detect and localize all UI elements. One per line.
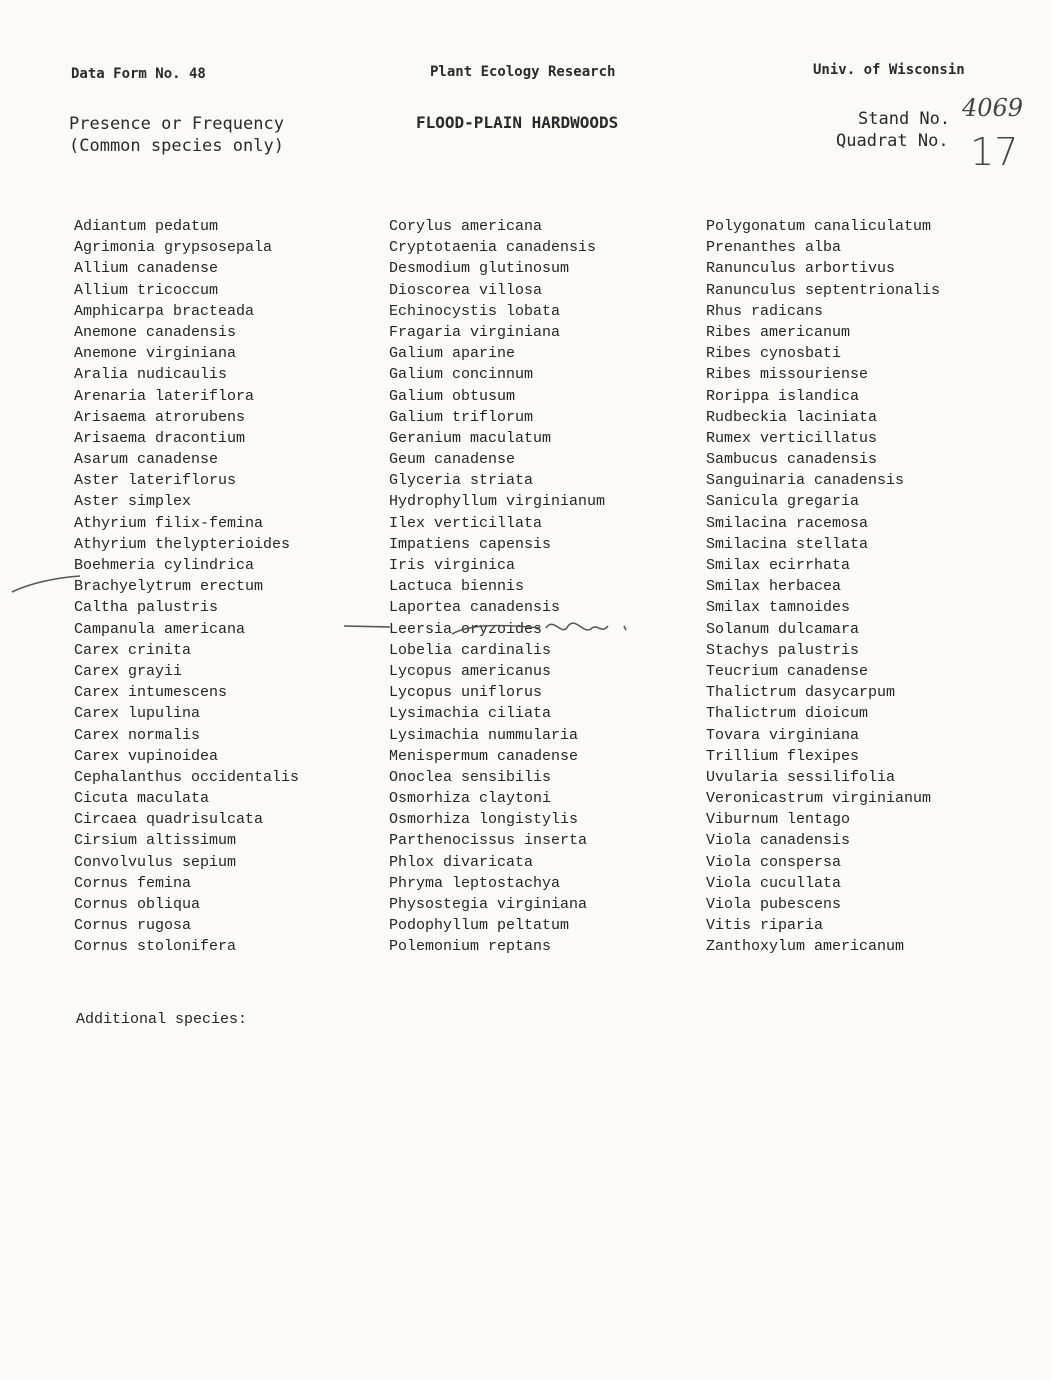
species-item: Hydrophyllum virginianum	[389, 493, 606, 511]
species-item: Ranunculus septentrionalis	[706, 281, 941, 299]
species-item: Arisaema atrorubens	[74, 408, 246, 426]
species-item: Geranium maculatum	[389, 429, 552, 447]
species-item: Zanthoxylum americanum	[706, 938, 905, 956]
species-item: Menispermum canadense	[389, 747, 579, 765]
species-item: Ribes missouriense	[706, 366, 869, 384]
species-item: Ribes cynosbati	[706, 345, 842, 363]
species-item: Geum canadense	[389, 451, 516, 469]
species-item: Smilax tamnoides	[706, 599, 851, 617]
quadrat-number-label: Quadrat No.	[836, 131, 949, 151]
species-item: Cornus stolonifera	[74, 938, 237, 956]
species-item: Carex crinita	[74, 641, 192, 659]
species-item: Viola cucullata	[706, 874, 842, 892]
species-item: Desmodium glutinosum	[389, 260, 570, 278]
species-item: Teucrium canadense	[706, 662, 869, 680]
species-item: Aralia nudicaulis	[74, 366, 228, 384]
presence-label-line2: (Common species only)	[69, 136, 284, 156]
species-item: Polemonium reptans	[389, 938, 552, 956]
species-item: Smilacina racemosa	[706, 514, 869, 532]
species-item: Anemone canadensis	[74, 323, 237, 341]
stand-number-value: 4069	[962, 94, 1024, 122]
species-item: Galium concinnum	[389, 366, 534, 384]
species-item: Lysimachia ciliata	[389, 705, 552, 723]
species-item: Smilax herbacea	[706, 578, 842, 596]
species-item: Cryptotaenia canadensis	[389, 239, 597, 257]
species-item: Polygonatum canaliculatum	[706, 218, 932, 235]
species-item: Athyrium thelypterioides	[74, 535, 291, 553]
species-item: Galium aparine	[389, 345, 516, 363]
species-item: Convolvulus sepium	[74, 853, 237, 871]
species-item: Ranunculus arbortivus	[706, 260, 896, 278]
species-item: Anemone virginiana	[74, 345, 237, 363]
species-item: Viola conspersa	[706, 853, 842, 871]
species-item: Glyceria striata	[389, 472, 534, 490]
species-item: Leersia oryzoides	[389, 620, 543, 638]
species-item: Campanula americana	[74, 620, 246, 638]
species-item: Stachys palustris	[706, 641, 860, 659]
species-item: Rhus radicans	[706, 302, 824, 320]
species-item: Lysimachia nummularia	[389, 726, 579, 744]
species-item: Impatiens capensis	[389, 535, 552, 553]
species-column-3	[706, 216, 940, 958]
additional-species-label: Additional species:	[76, 1011, 248, 1028]
species-item: Sanguinaria canadensis	[706, 472, 905, 490]
species-item: Ilex verticillata	[389, 514, 543, 532]
species-item: Cornus femina	[74, 874, 192, 892]
quadrat-number-value: 17	[970, 130, 1019, 174]
species-item: Smilax ecirrhata	[706, 557, 851, 574]
species-item: Athyrium filix-femina	[74, 514, 264, 532]
species-item: Parthenocissus inserta	[389, 832, 588, 850]
stand-number-label: Stand No.	[858, 109, 951, 129]
species-item: Arisaema dracontium	[74, 429, 246, 447]
species-column-1	[74, 216, 299, 958]
species-item: Caltha palustris	[74, 599, 219, 617]
species-item: Aster simplex	[74, 493, 192, 511]
species-item: Brachyelytrum erectum	[74, 578, 264, 596]
species-item: Allium canadense	[74, 260, 219, 278]
species-item: Laportea canadensis	[389, 599, 561, 617]
species-item: Lycopus uniflorus	[389, 684, 543, 702]
species-item: Agrimonia grypsosepala	[74, 239, 273, 257]
species-column-2	[389, 216, 605, 958]
species-item: Fragaria virginiana	[389, 323, 561, 341]
species-item: Veronicastrum virginianum	[706, 790, 932, 808]
species-item: Cornus obliqua	[74, 896, 201, 913]
university-name: Univ. of Wisconsin	[813, 62, 965, 78]
species-item: Boehmeria cylindrica	[74, 557, 255, 574]
species-item: Carex vupinoidea	[74, 747, 219, 765]
species-item: Arenaria lateriflora	[74, 387, 255, 405]
species-item: Thalictrum dioicum	[706, 705, 869, 723]
species-item: Solanum dulcamara	[706, 620, 860, 638]
species-item: Viburnum lentago	[706, 811, 851, 829]
species-item: Rumex verticillatus	[706, 429, 878, 447]
species-item: Galium obtusum	[389, 387, 516, 405]
species-item: Physostegia virginiana	[389, 896, 588, 913]
species-item: Ribes americanum	[706, 323, 851, 341]
species-item: Onoclea sensibilis	[389, 768, 552, 786]
species-item: Phryma leptostachya	[389, 874, 561, 892]
species-item: Lycopus americanus	[389, 662, 552, 680]
species-item: Lactuca biennis	[389, 578, 525, 596]
species-item: Viola pubescens	[706, 896, 842, 913]
species-item: Sanicula gregaria	[706, 493, 860, 511]
organization-title: Plant Ecology Research	[430, 64, 616, 80]
species-item: Phlox divaricata	[389, 853, 534, 871]
species-item: Cicuta maculata	[74, 790, 210, 808]
species-item: Cirsium altissimum	[74, 832, 237, 850]
presence-label-line1: Presence or Frequency	[69, 114, 284, 134]
species-item: Asarum canadense	[74, 451, 219, 469]
species-item: Carex normalis	[74, 726, 201, 744]
species-item: Allium tricoccum	[74, 281, 219, 299]
species-item: Galium triflorum	[389, 408, 534, 426]
species-item: Corylus americana	[389, 218, 543, 235]
species-item: Adiantum pedatum	[74, 218, 219, 235]
species-item: Carex intumescens	[74, 684, 228, 702]
species-item: Tovara virginiana	[706, 726, 860, 744]
species-item: Smilacina stellata	[706, 535, 869, 553]
species-item: Iris virginica	[389, 557, 516, 574]
species-item: Amphicarpa bracteada	[74, 302, 255, 320]
species-item: Echinocystis lobata	[389, 302, 561, 320]
species-item: Lobelia cardinalis	[389, 641, 552, 659]
species-item: Osmorhiza longistylis	[389, 811, 579, 829]
species-item: Cornus rugosa	[74, 917, 192, 935]
species-item: Uvularia sessilifolia	[706, 768, 896, 786]
species-item: Cephalanthus occidentalis	[74, 768, 300, 786]
form-number: Data Form No. 48	[71, 66, 206, 82]
species-item: Osmorhiza claytoni	[389, 790, 552, 808]
species-item: Carex grayii	[74, 662, 183, 680]
species-item: Carex lupulina	[74, 705, 201, 723]
species-item: Thalictrum dasycarpum	[706, 684, 896, 702]
species-item: Trillium flexipes	[706, 747, 860, 765]
species-item: Aster lateriflorus	[74, 472, 237, 490]
species-item: Viola canadensis	[706, 832, 851, 850]
species-item: Vitis riparia	[706, 917, 824, 935]
species-item: Circaea quadrisulcata	[74, 811, 264, 829]
species-item: Dioscorea villosa	[389, 281, 543, 299]
species-item: Sambucus canadensis	[706, 451, 878, 469]
species-item: Podophyllum peltatum	[389, 917, 570, 935]
community-title: FLOOD-PLAIN HARDWOODS	[416, 113, 619, 132]
species-item: Rudbeckia laciniata	[706, 408, 878, 426]
species-item: Prenanthes alba	[706, 239, 842, 257]
species-item: Rorippa islandica	[706, 387, 860, 405]
